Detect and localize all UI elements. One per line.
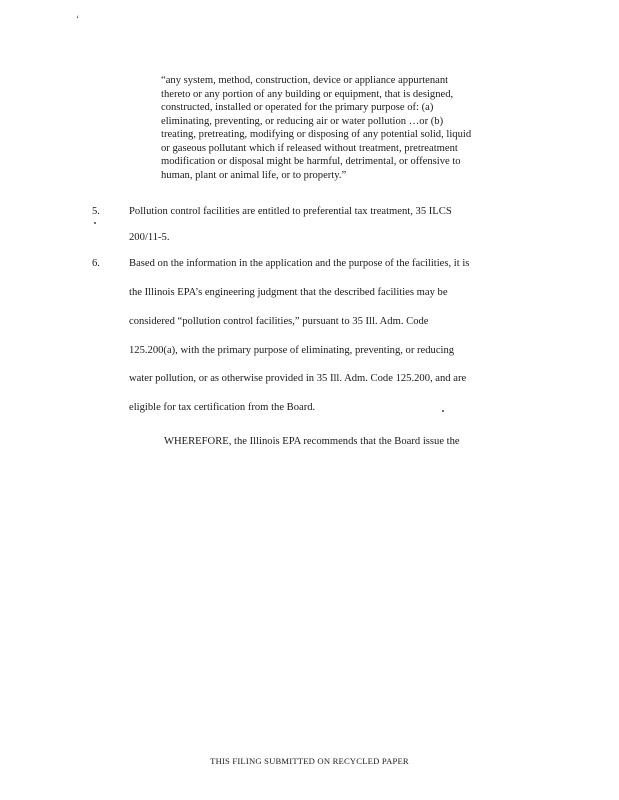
quote-line: human, plant or animal life, or to property.” (161, 169, 347, 181)
paragraph-line: 125.200(a), with the primary purpose of eliminating, preventing, or reducing (129, 345, 455, 356)
paragraph-line: considered “pollution control facilities,” pursuant to 35 Ill. Adm. Code (129, 316, 429, 327)
paragraph-line: eligible for tax certification from the Board. (129, 402, 316, 413)
quote-line: modification or disposal might be harmful, detrimental, or offensive to (161, 156, 461, 167)
speck-mark (442, 410, 444, 412)
paragraph-line: 200/11-5. (129, 232, 170, 243)
quote-line: constructed, installed or operated for the primary purpose of: (a) (161, 102, 434, 113)
paragraph-number: 6. (92, 258, 100, 269)
wherefore-text: the Illinois EPA recommends that the Board issue the (231, 436, 460, 447)
recycled-paper-footer: THIS FILING SUBMITTED ON RECYCLED PAPER (210, 756, 409, 766)
quote-line: treating, pretreating, modifying or disposing of any potential solid, liquid (161, 129, 472, 140)
quote-line: eliminating, preventing, or reducing air or water pollution …or (b) (161, 115, 444, 127)
wherefore-lead: WHEREFORE, (164, 436, 232, 447)
corner-mark: ‘ (76, 14, 79, 24)
paragraph-number: 5. (92, 206, 100, 217)
quote-line: thereto or any portion of any building or equipment, that is designed, (161, 88, 454, 100)
wherefore-clause (164, 436, 460, 447)
quote-line: or gaseous pollutant which if released without treatment, pretreatment (161, 142, 458, 154)
paragraph-line: water pollution, or as otherwise provided in 35 Ill. Adm. Code 125.200, and are (129, 373, 467, 384)
paragraph-line: Based on the information in the application and the purpose of the facilities, it is (129, 258, 470, 269)
speck-mark (94, 222, 96, 224)
block-quote (161, 74, 521, 182)
paragraph-line: the Illinois EPA’s engineering judgment that the described facilities may be (129, 287, 448, 298)
quote-line: “any system, method, construction, device or appliance appurtenant (161, 75, 449, 86)
paragraph-line: Pollution control facilities are entitled to preferential tax treatment, 35 ILCS (129, 206, 452, 217)
